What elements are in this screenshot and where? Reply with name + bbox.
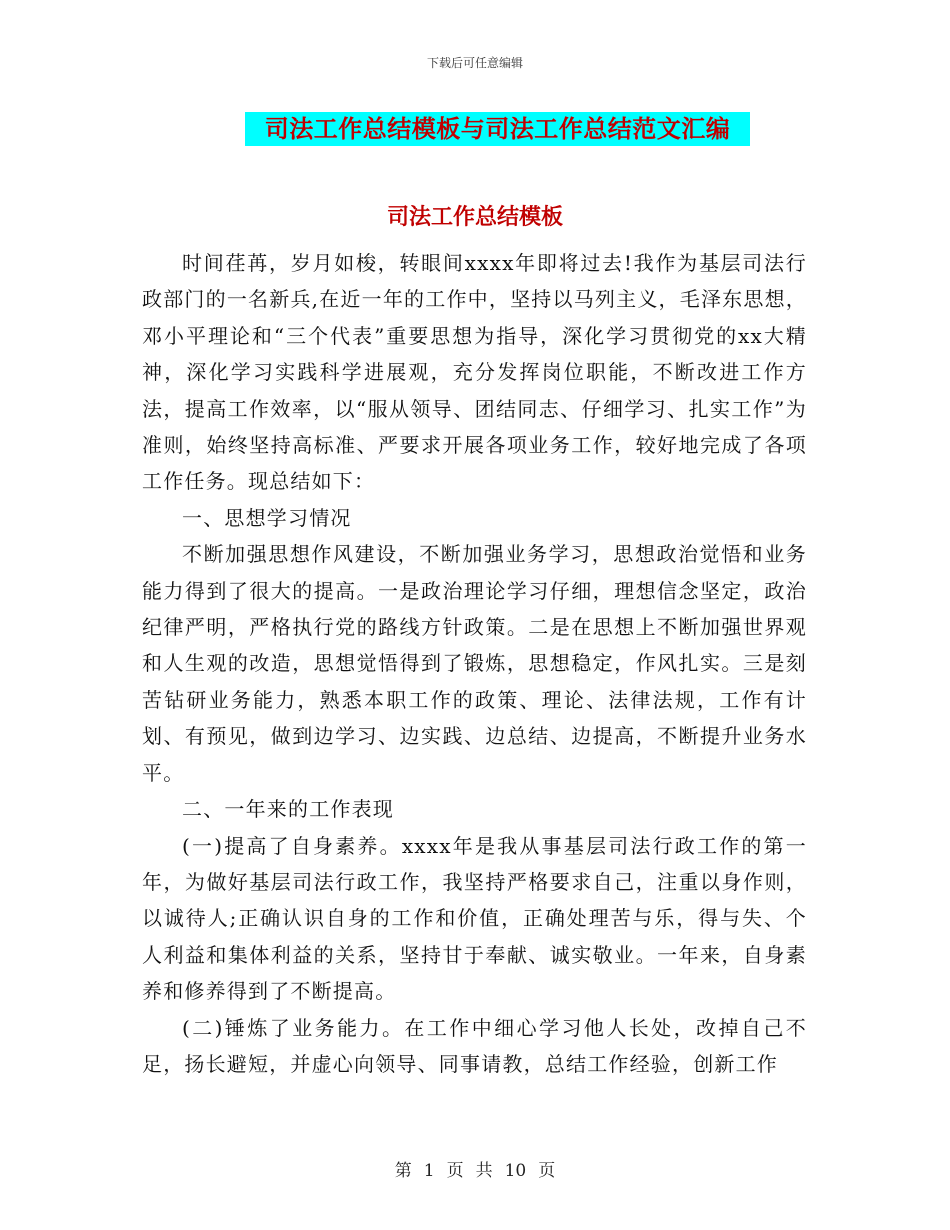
paragraph-business-ability: (二)锤炼了业务能力。在工作中细心学习他人长处，改掉自己不足，扬长避短，并虚心向领导、同事请教，总结工作经验，创新工作 <box>142 1015 807 1076</box>
document-body <box>142 245 807 1082</box>
page-current: 1 <box>423 1161 435 1181</box>
page-label-suffix: 页 <box>538 1161 556 1181</box>
page-label-mid: 页 <box>446 1161 464 1181</box>
heading-thought-study: 一、思想学习情况 <box>182 505 352 530</box>
heading-work-performance: 二、一年来的工作表现 <box>182 797 394 822</box>
page-label-total-prefix: 共 <box>475 1161 493 1181</box>
paragraph-self-quality: (一)提高了自身素养。xxxx年是我从事基层司法行政工作的第一年，为做好基层司法行政工作，我坚持严格要求自己，注重以身作则，以诚待人;正确认识自身的工作和价值，正确处理苦与乐，得与失、个人利益和集体利益的关系，坚持甘于奉献、诚实敬业。一年来，自身素养和修养得到了不断提高。 <box>142 833 807 1004</box>
section-title: 司法工作总结模板 <box>386 205 563 230</box>
page-total: 10 <box>504 1161 527 1181</box>
paragraph-thought-study: 不断加强思想作风建设，不断加强业务学习，思想政治觉悟和业务能力得到了很大的提高。一是政治理论学习仔细，理想信念坚定，政治纪律严明，严格执行党的路线方针政策。二是在思想上不断加强世界观和人生观的改造，思想觉悟得到了锻炼，思想稳定，作风扎实。三是刻苦钻研业务能力，熟悉本职工作的政策、理论、法律法规，工作有计划、有预见，做到边学习、边实践、边总结、边提高，不断提升业务水平。 <box>142 542 807 785</box>
header-note: 下载后可任意编辑 <box>426 56 523 70</box>
document-main-title: 司法工作总结模板与司法工作总结范文汇编 <box>245 112 750 146</box>
page-label-prefix: 第 <box>394 1161 412 1181</box>
page-number-footer <box>0 1156 950 1181</box>
paragraph-intro: 时间荏苒，岁月如梭，转眼间xxxx年即将过去!我作为基层司法行政部门的一名新兵,在近一年的工作中，坚持以马列主义，毛泽东思想，邓小平理论和“三个代表”重要思想为指导，深化学习贯彻党的xx大精神，深化学习实践科学进展观，充分发挥岗位职能，不断改进工作方法，提高工作效率，以“服从领导、团结同志、仔细学习、扎实工作”为准则，始终坚持高标准、严要求开展各项业务工作，较好地完成了各项工作任务。现总结如下： <box>142 251 807 494</box>
